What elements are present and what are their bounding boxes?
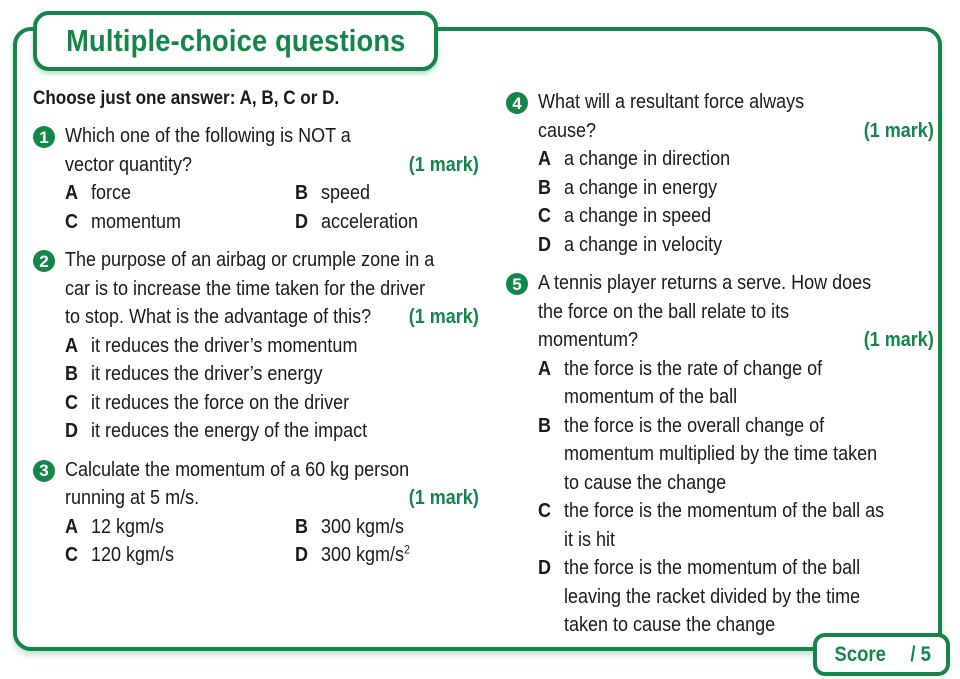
question-1: [33, 122, 479, 236]
option-b[interactable]: B 300 kgm/s: [295, 515, 405, 538]
option-c[interactable]: C it reduces the force on the driver: [65, 391, 350, 414]
question-text: Which one of the following is NOT a: [65, 125, 351, 147]
mark-label: (1 mark): [408, 306, 479, 328]
option-a[interactable]: A a change in direction: [538, 148, 731, 170]
option-a[interactable]: A 12 kgm/s: [65, 515, 165, 538]
options: [506, 355, 934, 640]
option-a[interactable]: A it reduces the driver’s momentum: [65, 334, 358, 357]
mark-label: (1 mark): [408, 487, 479, 509]
question-text: running at 5 m/s.: [65, 487, 200, 509]
question-text: vector quantity?: [65, 153, 193, 176]
options: [506, 145, 934, 259]
question-text: cause?: [538, 119, 597, 142]
left-column: [33, 122, 479, 576]
option-c[interactable]: C momentum: [65, 210, 182, 233]
instructions: Choose just one answer: A, B, C or D.: [33, 88, 340, 109]
options: [33, 332, 479, 446]
mark-label: (1 mark): [408, 153, 479, 176]
question-text: car is to increase the time taken for the driver: [65, 277, 426, 300]
score-total: / 5: [910, 642, 931, 666]
option-c[interactable]: C a change in speed: [538, 205, 712, 227]
question-text: momentum?: [538, 329, 639, 351]
option-c[interactable]: C the force is the momentum of the ball as it is hit: [538, 500, 885, 551]
option-a[interactable]: A force: [65, 182, 132, 204]
option-b[interactable]: B speed: [295, 182, 371, 204]
question-4: [506, 88, 934, 259]
option-b[interactable]: B a change in energy: [538, 176, 718, 199]
question-2: [33, 246, 479, 446]
page-title: Multiple-choice questions: [65, 23, 406, 58]
question-number-badge: 3: [33, 460, 55, 482]
option-d[interactable]: D the force is the momentum of the ball leaving the racket divided by the time taken to cause the change: [538, 557, 861, 636]
question-text: The purpose of an airbag or crumple zone in a: [65, 249, 435, 271]
mark-label: (1 mark): [863, 329, 934, 351]
option-b[interactable]: B it reduces the driver’s energy: [65, 363, 323, 385]
option-c[interactable]: C 120 kgm/s: [65, 544, 175, 566]
mark-label: (1 mark): [863, 119, 934, 142]
question-number-badge: 1: [33, 126, 55, 148]
right-column: [506, 88, 934, 646]
option-a[interactable]: A the force is the rate of change of momentum of the ball: [538, 357, 823, 408]
question-text: the force on the ball relate to its: [538, 300, 790, 323]
options: [33, 513, 479, 570]
question-5: [506, 269, 934, 640]
question-3: [33, 456, 479, 570]
option-d[interactable]: D a change in velocity: [538, 233, 723, 256]
question-text: Calculate the momentum of a 60 kg person: [65, 458, 410, 481]
question-number-badge: 5: [506, 273, 528, 295]
question-number-badge: 2: [33, 250, 55, 272]
options: [33, 179, 479, 236]
question-text: A tennis player returns a serve. How does: [538, 272, 872, 294]
question-text: What will a resultant force always: [538, 91, 805, 113]
option-d[interactable]: D it reduces the energy of the impact: [65, 420, 368, 442]
question-number-badge: 4: [506, 92, 528, 114]
option-d[interactable]: D 300 kgm/$s^2$: [295, 542, 411, 566]
title-tab: [33, 11, 438, 71]
score-box: [813, 633, 950, 676]
option-d[interactable]: D acceleration: [295, 210, 419, 233]
option-b[interactable]: B the force is the overall change of momentum multiplied by the time taken to cause the change: [538, 414, 878, 494]
question-text: to stop. What is the advantage of this?: [65, 306, 372, 328]
score-label: Score: [834, 642, 886, 666]
